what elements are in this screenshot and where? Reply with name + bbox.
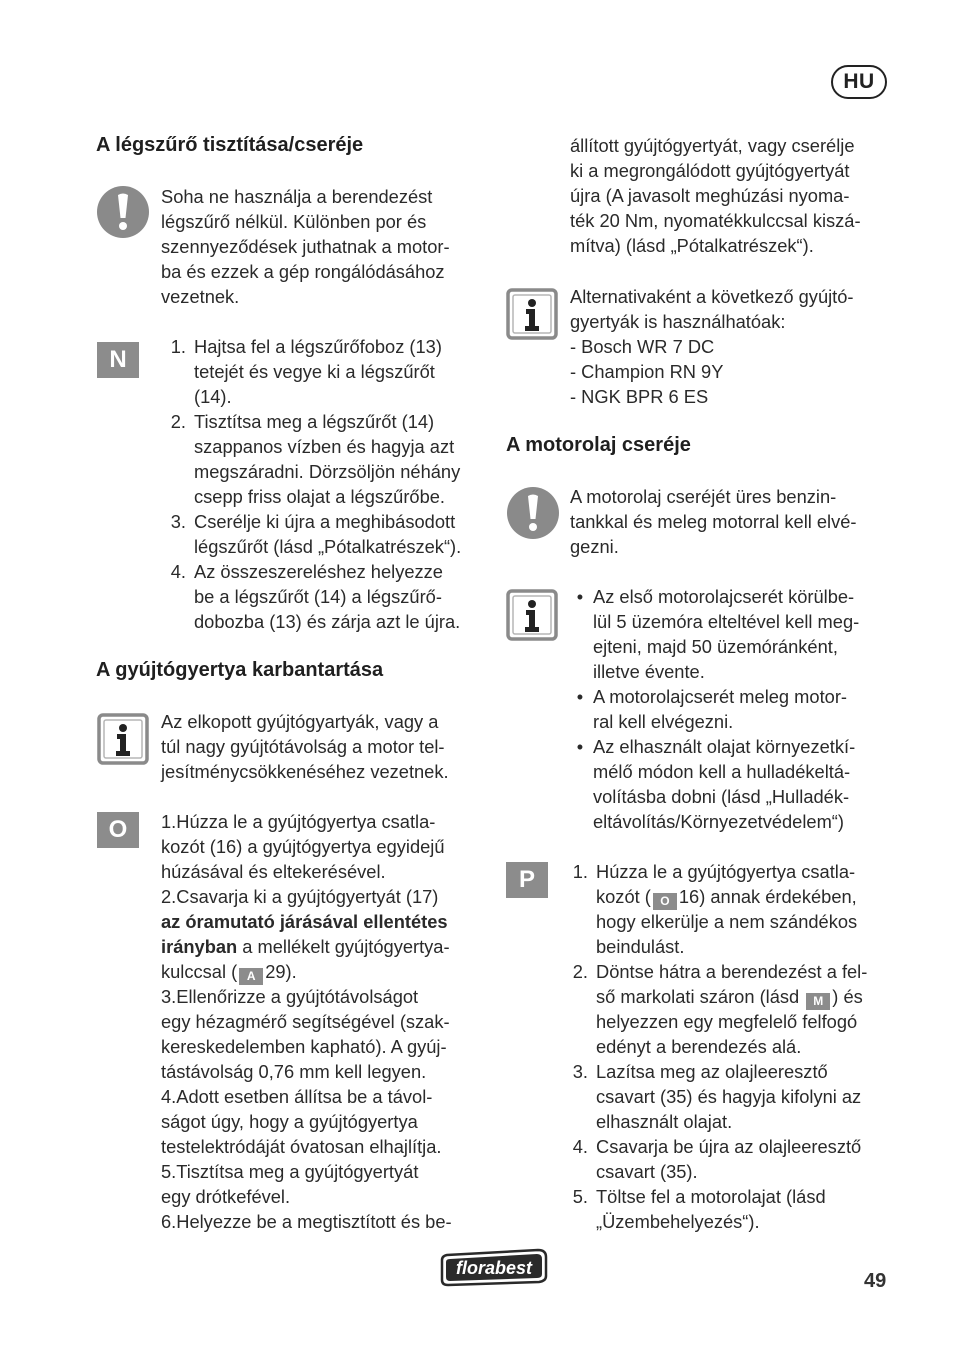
- motor-oil-heading: A motorolaj cseréje: [506, 434, 691, 456]
- bullet: •: [576, 686, 584, 707]
- step-number: 1.: [170, 336, 186, 357]
- text-line: Az összeszereléshez helyezze: [194, 561, 443, 582]
- text-line: Soha ne használja a berendezést: [161, 186, 433, 207]
- text-line: húzásával és eltekerésével.: [161, 861, 386, 882]
- list-item: [156, 334, 461, 409]
- step-number: 4.: [572, 1136, 588, 1157]
- warning-icon: [506, 486, 560, 540]
- bold-text: irányban: [161, 936, 238, 957]
- list-item: [558, 859, 867, 959]
- logo-text: florabest: [455, 1258, 533, 1278]
- text-line: Alternativaként a következő gyújtó-: [570, 286, 854, 307]
- text-line: lül 5 üzemóra elteltével kell meg-: [593, 611, 860, 632]
- bullet: •: [576, 736, 584, 757]
- list-item: [558, 1134, 867, 1184]
- info-icon: [97, 713, 149, 765]
- text-line: túl nagy gyújtótávolság a motor tel-: [161, 736, 445, 757]
- text-line: Töltse fel a motorolajat (lásd: [596, 1186, 826, 1207]
- text-line: 4.Adott esetben állítsa be a távol-: [161, 1086, 433, 1107]
- text-line: vezetnek.: [161, 286, 240, 307]
- text-line: légszűrő nélkül. Különben por és: [161, 211, 427, 232]
- alternative-plugs-text: [570, 284, 854, 409]
- text-line: mítva) (lásd „Pótalkatrészek“).: [570, 235, 814, 256]
- warning-icon: [96, 185, 150, 239]
- list-item: [558, 1059, 867, 1134]
- text-line: Döntse hátra a berendezést a fel-: [596, 961, 868, 982]
- text-fragment: ) és: [832, 986, 863, 1007]
- text-line: A motorolaj cseréjét üres benzin-: [570, 486, 837, 507]
- figure-ref-m: M: [806, 993, 830, 1010]
- motor-oil-notes: [567, 584, 859, 834]
- text-line: csavart (35).: [596, 1161, 698, 1182]
- list-item: [156, 559, 461, 634]
- text-line: 3.Ellenőrizze a gyújtótávolságot: [161, 986, 419, 1007]
- step-text: [588, 1134, 861, 1184]
- step-number: 5.: [572, 1186, 588, 1207]
- text-line: [596, 884, 857, 909]
- text-line: légszűrőt (lásd „Pótalkatrészek“).: [194, 536, 462, 557]
- text-line: jesítménycsökkenéséhez vezetnek.: [161, 761, 449, 782]
- text-line: be a légszűrőt (14) a légszűrő-: [194, 586, 442, 607]
- list-item: [156, 509, 461, 559]
- spark-plug-info-text: [161, 709, 449, 784]
- text-line: helyezzen egy megfelelő felfogó: [596, 1011, 858, 1032]
- text-line: - Bosch WR 7 DC: [570, 336, 715, 357]
- text-line: mélő módon kell a hulladékeltá-: [593, 761, 851, 782]
- figure-badge-n: N: [97, 342, 139, 378]
- text-line: 5.Tisztítsa meg a gyújtógyertyát: [161, 1161, 419, 1182]
- text-line: gezni.: [570, 536, 619, 557]
- bold-text: az óramutató járásával ellentétes: [161, 911, 448, 932]
- text-line: Az elkopott gyújtógyartyák, vagy a: [161, 711, 439, 732]
- text-line: ságot úgy, hogy a gyújtógyertya: [161, 1111, 418, 1132]
- text-fragment: a mellékelt gyújtógyertya-: [237, 936, 450, 957]
- text-line: „Üzembehelyezés“).: [596, 1211, 760, 1232]
- list-item: [567, 734, 859, 834]
- text-line: egy hézagmérő segítségével (szak-: [161, 1011, 450, 1032]
- step-text: [186, 509, 461, 559]
- text-line: megszáradni. Dörzsöljön néhány: [194, 461, 461, 482]
- motor-oil-steps: [558, 859, 867, 1234]
- bullet-text: [593, 734, 855, 834]
- text-fragment: ső markolati száron (lásd: [596, 986, 805, 1007]
- text-line: szennyeződések juthatnak a motor-: [161, 236, 450, 257]
- list-item: [567, 584, 859, 684]
- text-line: testelektródáját óvatosan elhajlítja.: [161, 1136, 442, 1157]
- text-fragment: kulccsal (: [161, 961, 238, 982]
- step-number: 2.: [572, 961, 588, 982]
- text-line: Cserélje ki újra a meghibásodott: [194, 511, 456, 532]
- text-line: beindulást.: [596, 936, 685, 957]
- text-line: állított gyújtógyertyát, vagy cserélje: [570, 135, 855, 156]
- text-line: [161, 909, 452, 934]
- text-line: volításba dobni (lásd „Hulladék-: [593, 786, 850, 807]
- step-number: 4.: [170, 561, 186, 582]
- text-line: szappanos vízben és hagyja azt: [194, 436, 455, 457]
- text-line: csavart (35) és hagyja kifolyni az: [596, 1086, 862, 1107]
- text-line: ki a megrongálódott gyújtógyertyát: [570, 160, 850, 181]
- text-line: (14).: [194, 386, 232, 407]
- step-text: [186, 559, 460, 634]
- step-number: 3.: [170, 511, 186, 532]
- info-icon: [506, 288, 558, 340]
- florabest-logo: [438, 1246, 550, 1293]
- text-line: [161, 959, 452, 984]
- spark-plug-continuation: [570, 133, 861, 258]
- text-line: dobozba (13) és zárja azt le újra.: [194, 611, 461, 632]
- step-text: [186, 409, 460, 509]
- motor-oil-warning-text: [570, 484, 857, 559]
- step-text: [588, 1059, 861, 1134]
- text-line: egy drótkefével.: [161, 1186, 291, 1207]
- text-line: ték 20 Nm, nyomatékkulccsal kiszá-: [570, 210, 861, 231]
- text-line: Hajtsa fel a légszűrőfoboz (13): [194, 336, 442, 357]
- text-line: hogy elkerülje a nem szándékos: [596, 911, 858, 932]
- bullet-text: [593, 684, 847, 734]
- text-line: 6.Helyezze be a megtisztított és be-: [161, 1211, 452, 1232]
- text-line: [161, 934, 452, 959]
- text-line: [596, 984, 867, 1009]
- step-number: 1.: [572, 861, 588, 882]
- bullet-text: [593, 584, 859, 684]
- language-badge: HU: [831, 65, 887, 99]
- figure-ref-o: O: [653, 893, 677, 910]
- text-line: gyertyák is használhatóak:: [570, 311, 786, 332]
- text-line: edényt a berendezés alá.: [596, 1036, 802, 1057]
- info-icon: [506, 589, 558, 641]
- text-line: eltávolítás/Környezetvédelem“): [593, 811, 844, 832]
- page-number: 49: [864, 1270, 887, 1292]
- text-fragment: kozót (: [596, 886, 651, 907]
- text-line: elhasznált olajat.: [596, 1111, 733, 1132]
- spark-plug-heading: A gyújtógyertya karbantartása: [96, 659, 384, 681]
- step-text: [588, 1184, 826, 1234]
- step-text: [588, 959, 867, 1059]
- text-line: tástávolság 0,76 mm kell legyen.: [161, 1061, 427, 1082]
- air-filter-warning-text: [161, 184, 450, 309]
- list-item: [156, 409, 461, 509]
- text-line: ba és ezzek a gép rongálódásához: [161, 261, 445, 282]
- text-line: kozót (16) a gyújtógyertya egyidejű: [161, 836, 445, 857]
- text-line: 1.Húzza le a gyújtógyertya csatla-: [161, 811, 436, 832]
- air-filter-heading: A légszűrő tisztítása/cseréje: [96, 134, 364, 156]
- text-line: ejteni, majd 50 üzemóránként,: [593, 636, 838, 657]
- text-line: 2.Csavarja ki a gyújtógyertyát (17): [161, 886, 439, 907]
- text-line: Tisztítsa meg a légszűrőt (14): [194, 411, 435, 432]
- figure-ref-a: A: [239, 968, 263, 985]
- text-line: újra (A javasolt meghúzási nyoma-: [570, 185, 850, 206]
- text-line: Csavarja be újra az olajleeresztő: [596, 1136, 862, 1157]
- text-line: Húzza le a gyújtógyertya csatla-: [596, 861, 856, 882]
- text-line: ral kell elvégezni.: [593, 711, 734, 732]
- step-number: 3.: [572, 1061, 588, 1082]
- text-line: - Champion RN 9Y: [570, 361, 724, 382]
- list-item: [558, 959, 867, 1059]
- step-text: [186, 334, 442, 409]
- list-item: [558, 1184, 867, 1234]
- text-line: Az elhasznált olajat környezetkí-: [593, 736, 856, 757]
- air-filter-steps: [156, 334, 461, 634]
- text-line: A motorolajcserét meleg motor-: [593, 686, 847, 707]
- spark-plug-steps: [161, 809, 452, 1234]
- text-line: kereskedelemben kapható). A gyúj-: [161, 1036, 447, 1057]
- text-line: tankkal és meleg motorral kell elvé-: [570, 511, 857, 532]
- text-fragment: 29).: [265, 961, 297, 982]
- text-line: - NGK BPR 6 ES: [570, 386, 709, 407]
- list-item: [567, 684, 859, 734]
- text-line: Lazítsa meg az olajleeresztő: [596, 1061, 828, 1082]
- step-text: [588, 859, 857, 959]
- bullet: •: [576, 586, 584, 607]
- text-line: csepp friss olajat a légszűrőbe.: [194, 486, 445, 507]
- text-line: illetve évente.: [593, 661, 705, 682]
- text-line: Az első motorolajcserét körülbe-: [593, 586, 855, 607]
- figure-badge-p: P: [506, 862, 548, 898]
- figure-badge-o: O: [97, 812, 139, 848]
- step-number: 2.: [170, 411, 186, 432]
- text-fragment: 16) annak érdekében,: [678, 886, 857, 907]
- text-line: tetejét és vegye ki a légszűrőt: [194, 361, 435, 382]
